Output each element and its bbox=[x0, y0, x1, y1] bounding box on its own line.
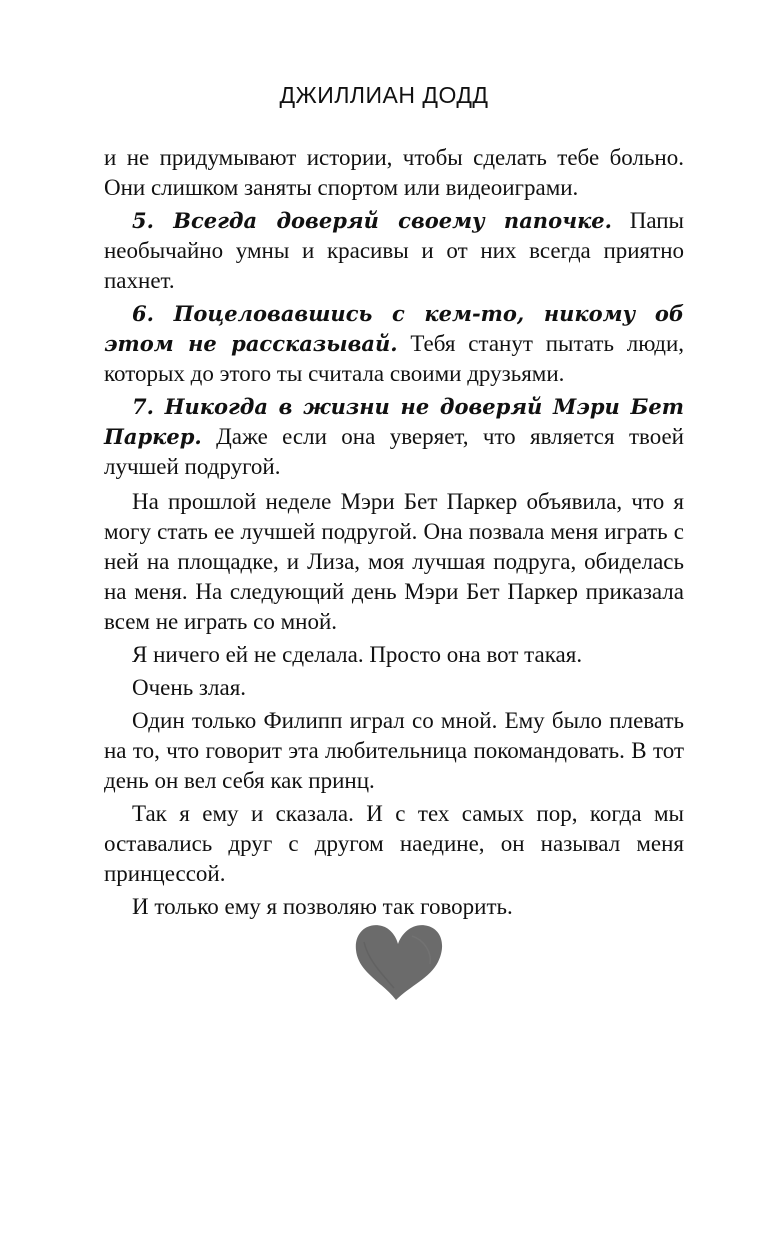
story-paragraph: Один только Филипп играл со мной. Ему было плевать на то, что говорит эта любительница покомандовать. В тот день он вел себя как принц. bbox=[104, 708, 684, 793]
story-paragraph: И только ему я позволяю так говорить. bbox=[132, 894, 513, 919]
story-paragraph: Очень злая. bbox=[132, 675, 247, 700]
rule-body: Тебя станут пытать люди, которых до этого ты считала своими друзьями. bbox=[104, 331, 684, 386]
rule-body: Папы необычайно умны и красивы и от них всегда приятно пахнет. bbox=[104, 208, 684, 293]
rules-continuation: и не придумывают истории, чтобы сделать тебе больно. Они слишком заняты спортом или видеоиграми. bbox=[104, 145, 684, 200]
heart-icon bbox=[352, 920, 448, 1004]
story-paragraph: Так я ему и сказала. И с тех самых пор, когда мы оставались друг с другом наедине, он называл меня принцессой. bbox=[104, 801, 684, 886]
rule-body: Даже если она уверяет, что является твоей лучшей подругой. bbox=[104, 424, 684, 479]
rules-list bbox=[104, 143, 684, 482]
rule-item-7 bbox=[104, 392, 684, 482]
story-paragraph: На прошлой неделе Мэри Бет Паркер объявила, что я могу стать ее лучшей подругой. Она позвала меня играть с ней на площадке, и Лиза, моя лучшая подруга, обиделась на меня. На следующий день Мэри Бет Паркер приказала всем не играть со мной. bbox=[104, 489, 684, 634]
rule-lead: 7. Никогда в жизни не доверяй Мэри Бет Паркер. bbox=[104, 394, 684, 449]
rule-item-6 bbox=[104, 299, 684, 389]
rule-item-5 bbox=[104, 206, 684, 296]
story-paragraph: Я ничего ей не сделала. Просто она вот такая. bbox=[132, 642, 583, 667]
story-text bbox=[104, 487, 684, 922]
running-head: ДЖИЛЛИАН ДОДД bbox=[279, 82, 489, 108]
rule-lead: 5. Всегда доверяй своему папочке. bbox=[132, 208, 612, 233]
rule-lead: 6. Поцеловавшись с кем-то, никому об этом не рассказывай. bbox=[104, 301, 684, 356]
